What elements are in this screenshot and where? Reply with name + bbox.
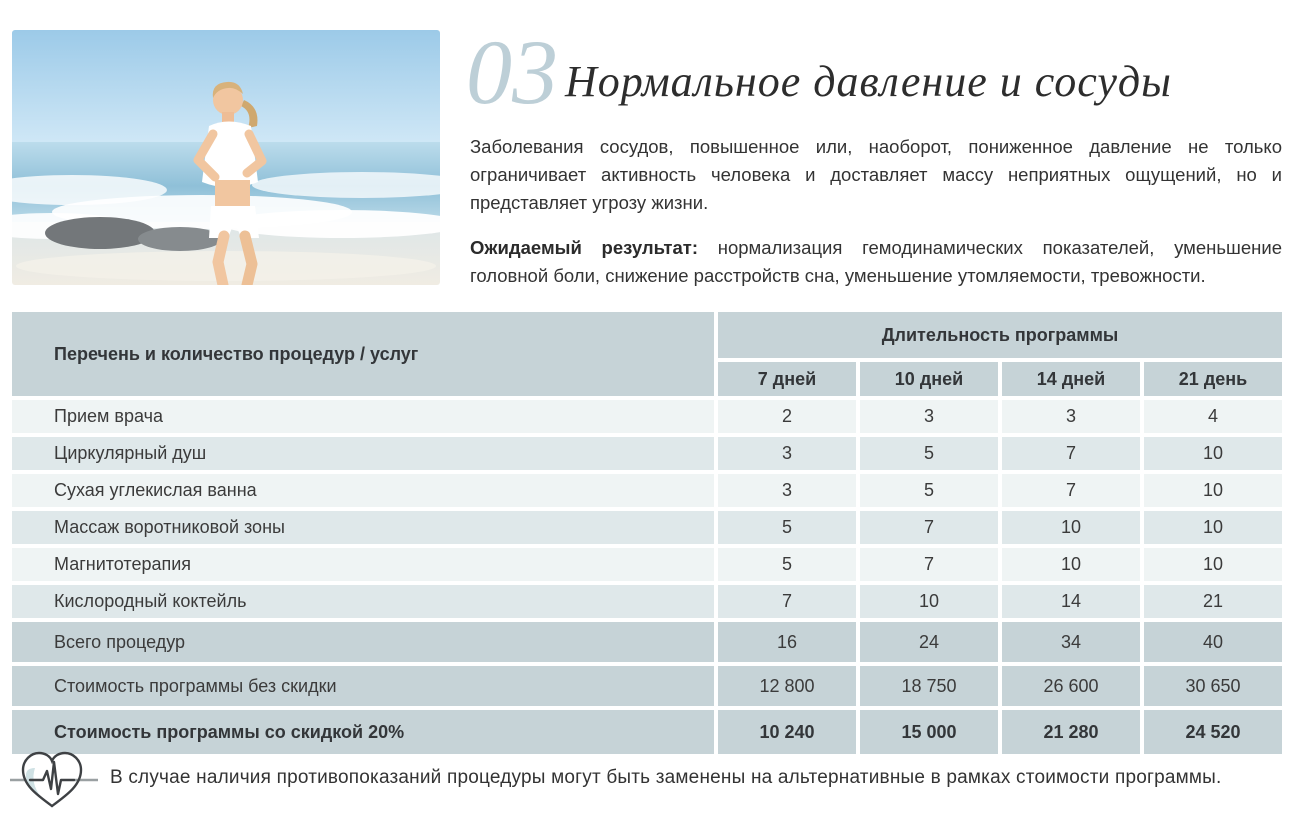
table-row-label: Сухая углекислая ванна: [12, 474, 714, 507]
table-cell: 3: [860, 400, 998, 433]
table-cell: 2: [718, 400, 856, 433]
table-cell: 24 520: [1144, 710, 1282, 754]
table-row-label: Массаж воротниковой зоны: [12, 511, 714, 544]
table-header-col-7-days: 7 дней: [718, 362, 856, 396]
table-row-label: Прием врача: [12, 400, 714, 433]
table-cell: 21 280: [1002, 710, 1140, 754]
table-cell: 10: [860, 585, 998, 618]
table-cell: 5: [860, 437, 998, 470]
table-row-label: Стоимость программы со скидкой 20%: [12, 710, 714, 754]
table-header-duration-group: Длительность программы: [718, 312, 1282, 358]
table-cell: 3: [718, 474, 856, 507]
table-cell: 40: [1144, 622, 1282, 662]
table-header-procedures: Перечень и количество процедур / услуг: [12, 312, 714, 396]
table-cell: 21: [1144, 585, 1282, 618]
expected-result-text: нормализация гемодинамических показателей, уменьшение головной боли, снижение расстройств сна, уменьшение утомляемости, тревожности.: [470, 237, 1282, 286]
table-cell: 7: [860, 511, 998, 544]
table-cell: 10: [1144, 437, 1282, 470]
table-header-col-10-days: 10 дней: [860, 362, 998, 396]
table-cell: 7: [1002, 437, 1140, 470]
footer-note: [8, 748, 1284, 812]
table-row-label: Магнитотерапия: [12, 548, 714, 581]
table-cell: 18 750: [860, 666, 998, 706]
table-row-label: Всего процедур: [12, 622, 714, 662]
beach-photo: [12, 30, 440, 285]
table-row-label: Циркулярный душ: [12, 437, 714, 470]
footer-note-text: В случае наличия противопоказаний процедуры могут быть заменены на альтернативные в рамках стоимости программы.: [110, 767, 1222, 788]
table-cell: 14: [1002, 585, 1140, 618]
table-cell: 15 000: [860, 710, 998, 754]
table-cell: 10: [1002, 511, 1140, 544]
table-cell: 30 650: [1144, 666, 1282, 706]
heart-pulse-icon: [8, 748, 100, 812]
table-header-col-14-days: 14 дней: [1002, 362, 1140, 396]
table-cell: 12 800: [718, 666, 856, 706]
table-row-label: Кислородный коктейль: [12, 585, 714, 618]
intro-paragraph: Заболевания сосудов, повышенное или, наоборот, пониженное давление не только ограничивает активность человека и доставляет массу неприятных ощущений, но и представляет угрозу жизни.: [470, 136, 1282, 213]
table-cell: 3: [718, 437, 856, 470]
expected-result-label: Ожидаемый результат:: [470, 237, 698, 258]
table-cell: 10 240: [718, 710, 856, 754]
table-cell: 10: [1144, 474, 1282, 507]
table-cell: 3: [1002, 400, 1140, 433]
table-cell: 7: [1002, 474, 1140, 507]
table-cell: 7: [860, 548, 998, 581]
table-cell: 24: [860, 622, 998, 662]
table-cell: 10: [1002, 548, 1140, 581]
page-title: Нормальное давление и сосуды: [565, 57, 1172, 106]
table-row-label: Стоимость программы без скидки: [12, 666, 714, 706]
section-number: 03: [466, 21, 558, 123]
beach-photo-illustration: [12, 30, 440, 285]
table-cell: 5: [860, 474, 998, 507]
table-cell: 5: [718, 511, 856, 544]
table-cell: 34: [1002, 622, 1140, 662]
program-table: [12, 312, 1282, 754]
table-cell: 26 600: [1002, 666, 1140, 706]
table-cell: 10: [1144, 548, 1282, 581]
table-cell: 16: [718, 622, 856, 662]
table-cell: 7: [718, 585, 856, 618]
table-header-col-21-days: 21 день: [1144, 362, 1282, 396]
table-cell: 5: [718, 548, 856, 581]
table-cell: 10: [1144, 511, 1282, 544]
expected-result-paragraph: [470, 234, 1282, 290]
table-cell: 4: [1144, 400, 1282, 433]
